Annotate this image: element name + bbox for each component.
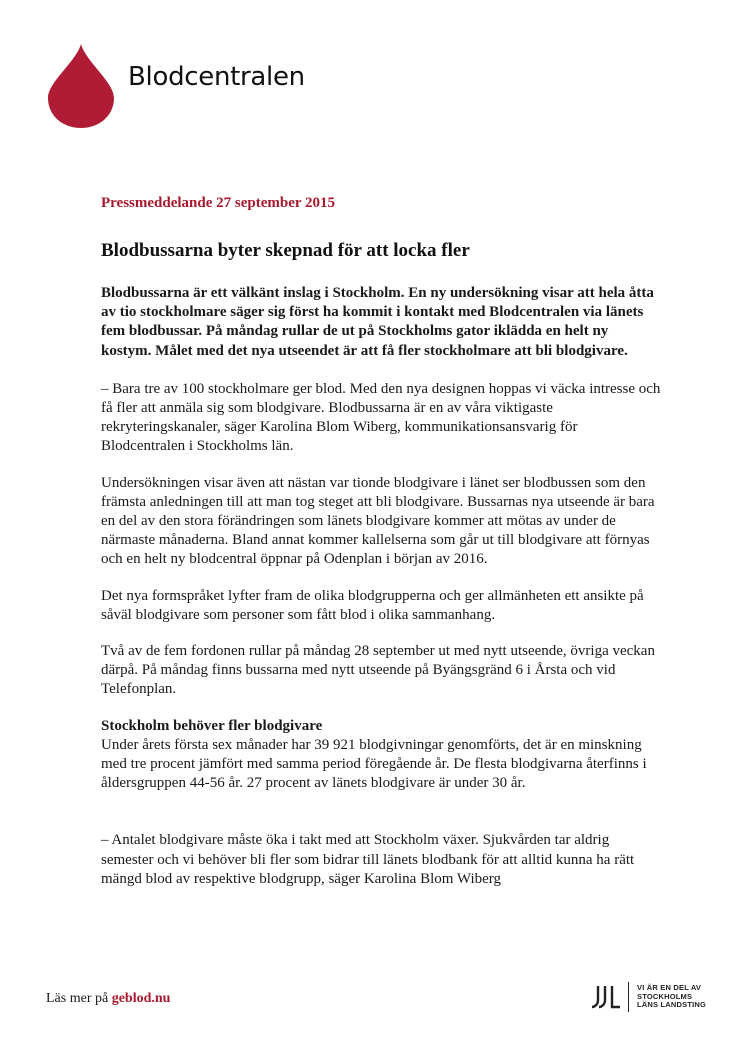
brand-logo — [46, 42, 116, 130]
body-paragraph: Undersökningen visar även att nästan var tionde blodgivare i länet ser blodbussen som den främsta anledningen till att man tog steget att bli blodgivare. Bussarnas nya utseende är bara en del av den stora förändringen som länets blodgivare kommer att mötas av under de närmaste månaderna. Bland annat kommer kallelserna som går ut till blodgivare att förnyas och en helt ny blodcentral öppnar på Odenplan i början av 2016. — [101, 474, 655, 568]
sll-text — [637, 984, 706, 1010]
body-paragraph: – Bara tre av 100 stockholmare ger blod. Med den nya designen hoppas vi väcka intresse och få fler att anmäla sig som blodgivare. Blodbussarna är en av våra viktigaste rekryteringskanaler, säger Karolina Blom Wiberg, kommunikationsansvarig för Blodcentralen i Stockholms län. — [101, 380, 661, 455]
lead-paragraph: Blodbussarna är ett välkänt inslag i Stockholm. En ny undersökning visar att hela åtta av tio stockholmare säger sig först ha kommit i kontakt med Blodcentralen via länets fem blodbussar. På måndag rullar de ut på Stockholms gator iklädda en helt ny kostym. Målet med det nya utseendet är att få fler stockholmare att bli blodgivare. — [101, 285, 654, 359]
read-more-prefix: Läs mer på — [46, 991, 112, 1006]
sll-line: VI ÄR EN DEL AV — [637, 983, 702, 993]
press-release — [101, 193, 661, 906]
body-paragraph: Det nya formspråket lyfter fram de olika blodgrupperna och ger allmänheten ett ansikte på såväl blodgivare som personer som fått blod i olika sammanhang. — [101, 587, 644, 623]
sll-logo-icon — [592, 984, 620, 1010]
headline: Blodbussarna byter skepnad för att locka fler — [101, 240, 470, 261]
website-link[interactable]: geblod.nu — [111, 991, 171, 1006]
sll-logo — [592, 982, 706, 1012]
body-paragraph: Två av de fem fordonen rullar på måndag 28 september ut med nytt utseende, övriga veckan därpå. På måndag finns bussarna med nytt utseende på Byängsgränd 6 i Årsta och vid Telefonplan. — [101, 643, 655, 698]
read-more — [46, 991, 170, 1007]
sll-line: STOCKHOLMS — [637, 991, 693, 1001]
blood-drop-icon — [46, 42, 116, 130]
dateline: Pressmeddelande 27 september 2015 — [101, 195, 336, 211]
divider — [628, 982, 629, 1012]
body-paragraph: Under årets första sex månader har 39 921 blodgivningar genomförts, det är en minskning med tre procent jämfört med samma period föregående år. De flesta blodgivarna återfinns i åldersgruppen 44-56 år. 27 procent av länets blodgivare är under 30 år. — [101, 736, 647, 792]
sll-line: LÄNS LANDSTING — [637, 1000, 707, 1010]
section-heading: Stockholm behöver fler blodgivare — [101, 717, 323, 734]
brand-name: Blodcentralen — [128, 62, 305, 92]
body-paragraph: – Antalet blodgivare måste öka i takt med att Stockholm växer. Sjukvården tar aldrig semester och vi behöver bli fler som bidrar till länets blodbank för att alltid kunna ha rätt mängd blod av respektive blodgrupp, säger Karolina Blom Wiberg — [101, 832, 635, 887]
